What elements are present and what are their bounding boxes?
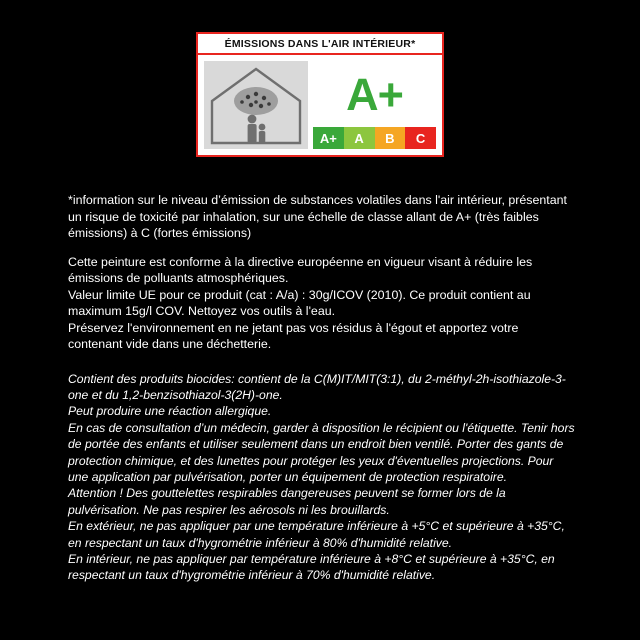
attention-warning: Attention ! Des gouttelettes respirables dangereuses peuvent se former lors de la pulvérisation. Ne pas respirer les aérosols ni les brouillards.	[68, 486, 506, 517]
grade-scale-a-plus: A+	[313, 127, 344, 149]
outdoor-conditions: En extérieur, ne pas appliquer par une température inférieure à +5°C et supérieure à +35°C, en respectant un taux d'hygrométrie inférieur à 80% d'humidité relative.	[68, 519, 565, 550]
directive-paragraph: Cette peinture est conforme à la directive européenne en vigueur visant à réduire les émissions de polluants atmosphériques.	[68, 254, 533, 285]
grade-scale	[313, 127, 436, 149]
grade-panel	[313, 61, 436, 149]
emission-label-box	[196, 32, 444, 157]
grade-scale-b: B	[375, 127, 406, 149]
allergy-warning: Peut produire une réaction allergique.	[68, 404, 272, 419]
environment-paragraph: Préservez l'environnement en ne jetant pas vos résidus à l'égout et apportez votre contenant vide dans une déchetterie.	[68, 320, 519, 351]
house-icon	[204, 61, 308, 149]
grade-scale-a: A	[344, 127, 375, 149]
grade-scale-c: C	[405, 127, 436, 149]
voc-limit-paragraph: Valeur limite UE pour ce produit (cat : A/a) : 30g/ICOV (2010). Ce produit contient au maximum 15g/l COV. Nettoyez vos outils à l'eau.	[68, 287, 531, 318]
emission-label-body	[198, 55, 442, 155]
medical-warning: En cas de consultation d’un médecin, garder à disposition le récipient ou l'étiquette. Tenir hors de portée des enfants et utiliser seulement dans un endroit bien ventilé. Porter des gants de protection chimique, et des lunettes pour protéger les yeux d'éventuelles projections. Pour une application par pulvérisation, porter un équipement de protection respiratoire.	[68, 420, 575, 484]
warnings-section	[68, 371, 576, 584]
emission-label-title: ÉMISSIONS DANS L'AIR INTÉRIEUR*	[198, 34, 442, 55]
house-illustration-svg	[204, 61, 308, 149]
grade-value: A+	[313, 61, 436, 127]
label-text-area	[68, 192, 576, 584]
emission-footnote: *information sur le niveau d’émission de substances volatiles dans l'air intérieur, présentant un risque de toxicité par inhalation, sur une échelle de classe allant de A+ (très faibles émissions) à C (fortes émissions)	[68, 193, 567, 240]
emission-label	[196, 32, 444, 157]
biocides-warning: Contient des produits biocides: contient de la C(M)IT/MIT(3:1), du 2-méthyl-2h-isothiazole-3-one et du 1,2-benzisothiazol-3(2H)-one.	[68, 371, 566, 402]
indoor-conditions: En intérieur, ne pas appliquer par température inférieure à +8°C et supérieure à +35°C, en respectant un taux d'hygrométrie inférieur à 70% d'humidité relative.	[68, 551, 555, 583]
